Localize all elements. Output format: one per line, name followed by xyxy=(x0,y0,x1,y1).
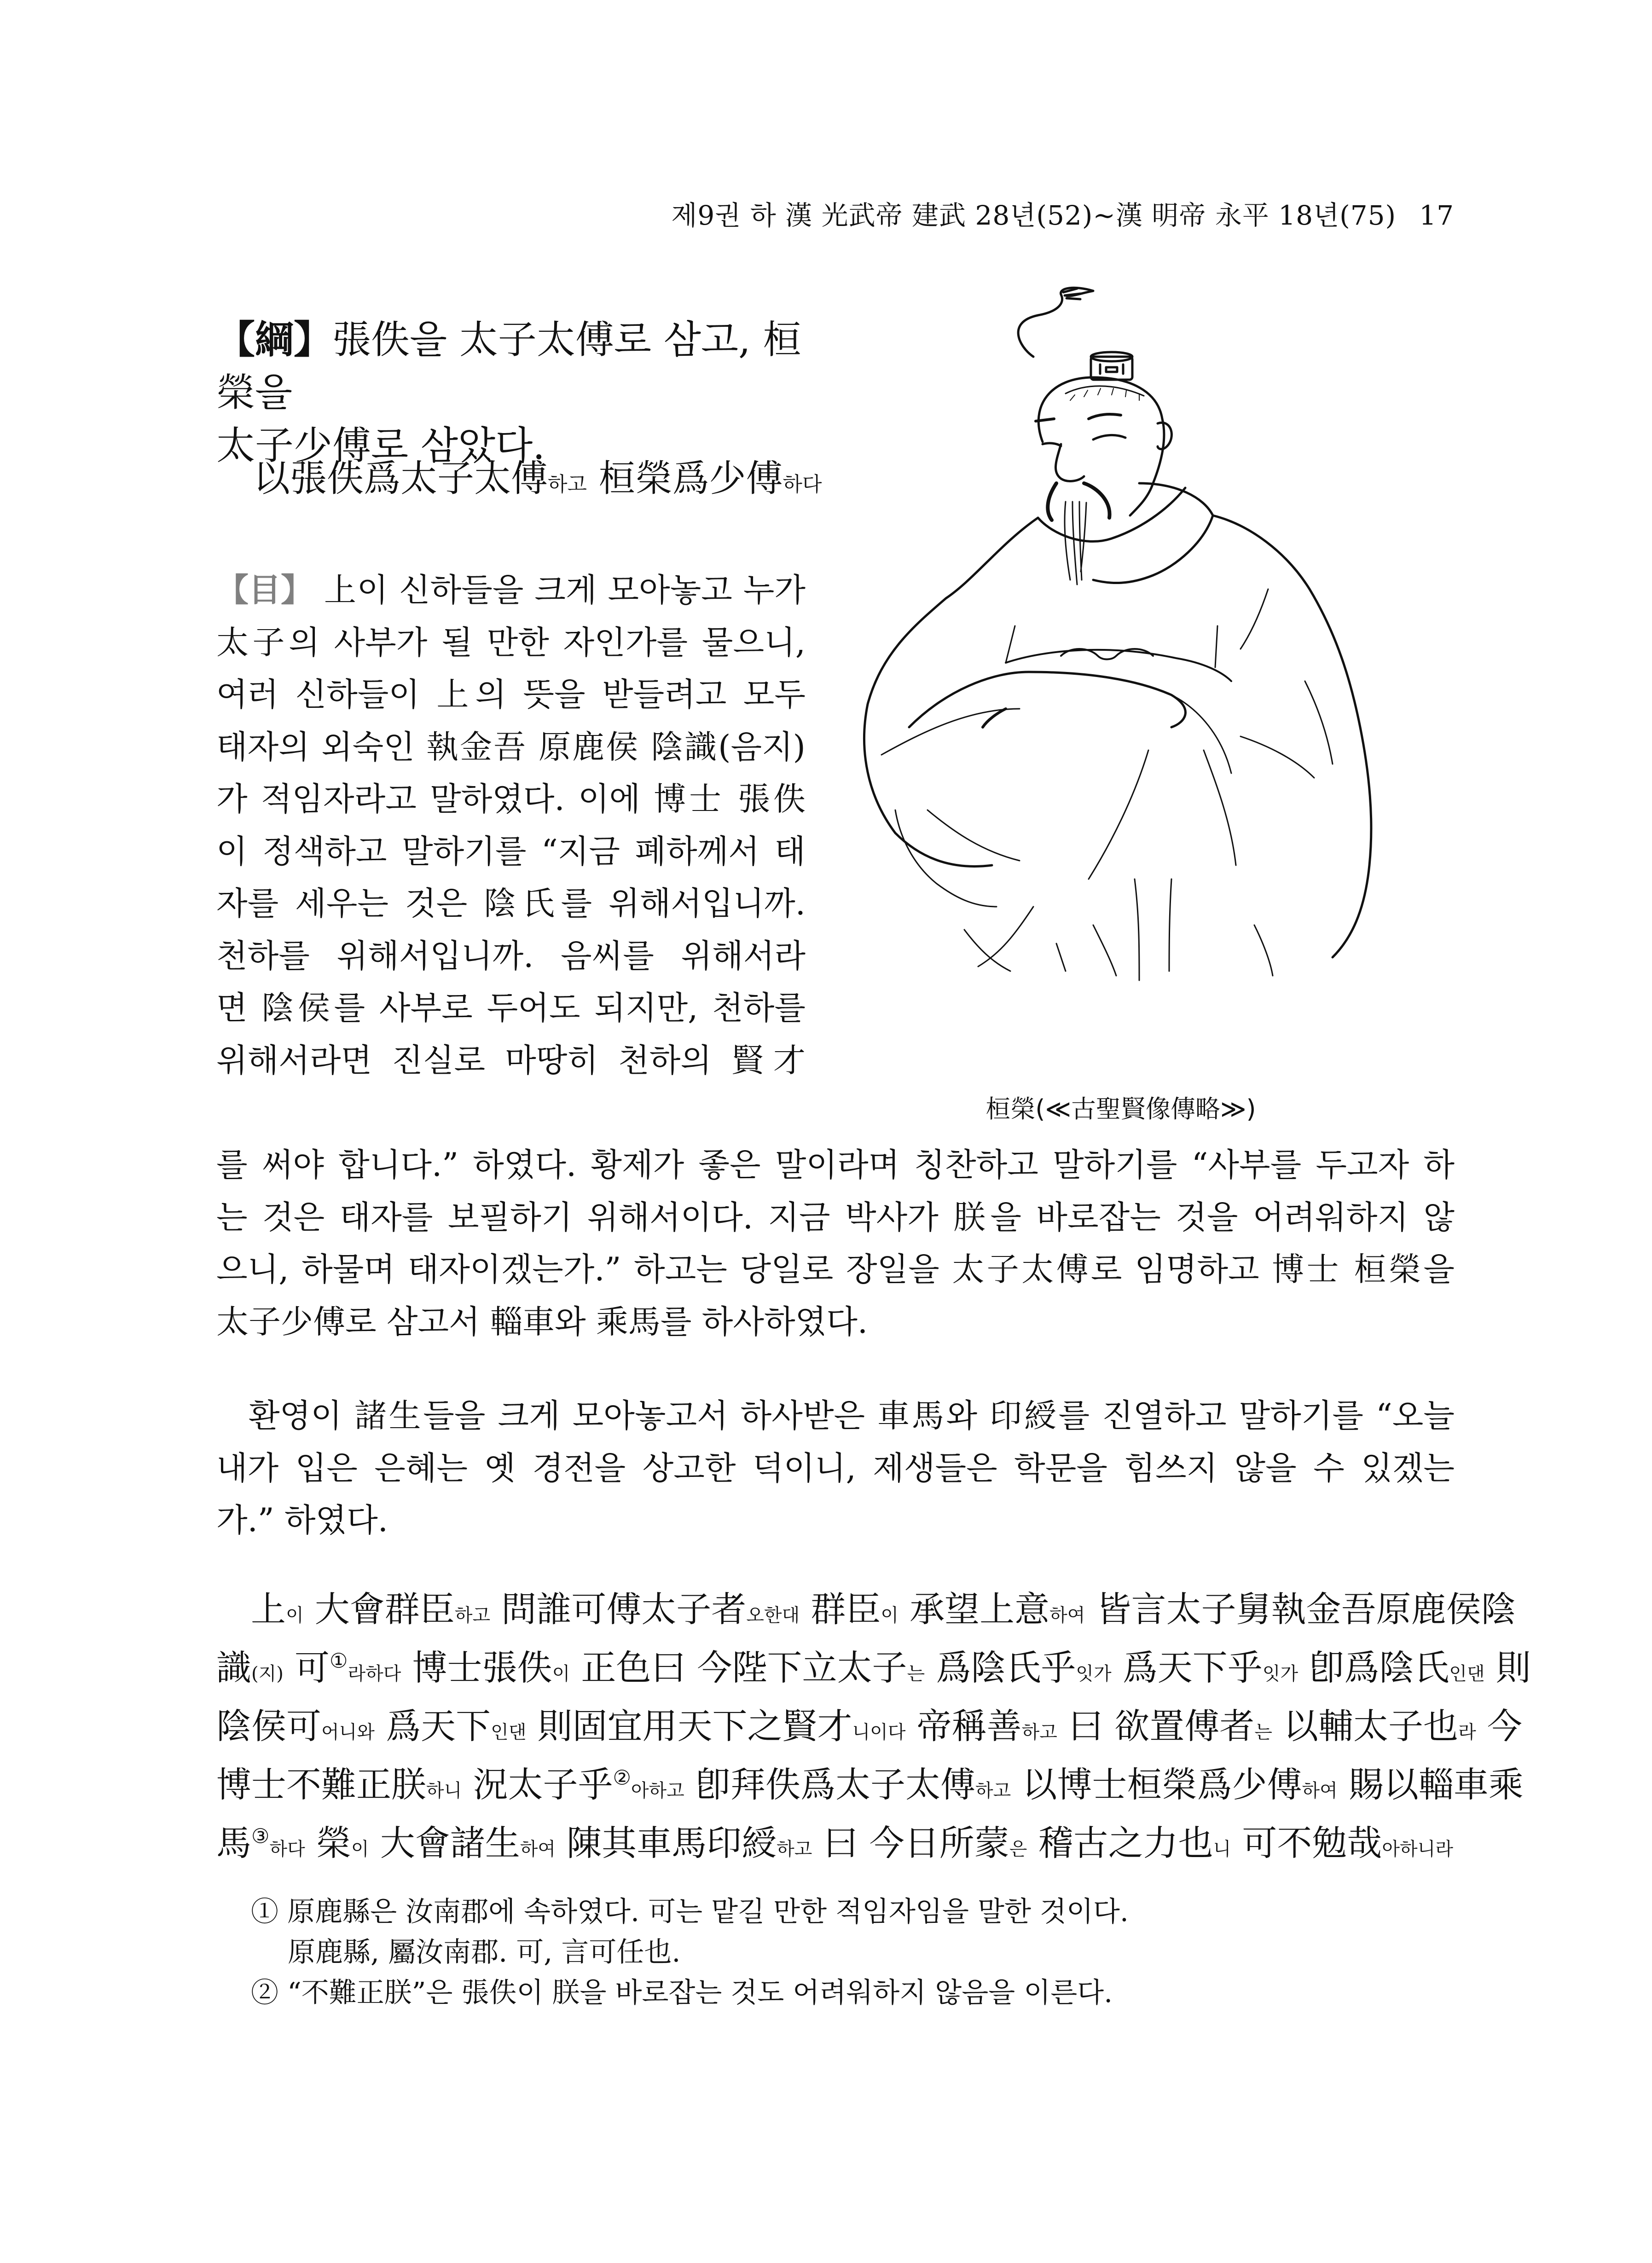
hanmun-particle: 하고 xyxy=(454,1605,491,1626)
footnote-1 xyxy=(251,1892,1448,1932)
portrait-illustration xyxy=(854,267,1388,1077)
hanmun-particle: 인댄 xyxy=(1449,1663,1485,1684)
footnotes xyxy=(251,1892,1448,2013)
hanmun-particle: 니이다 xyxy=(852,1722,906,1743)
hanmun-text: 識 xyxy=(216,1647,251,1688)
hanmun-particle: 하여 xyxy=(1302,1780,1338,1801)
hanmun-text: 大會諸生 xyxy=(369,1823,520,1864)
mok-line: 여러 신하들이 上의 뜻을 받들려고 모두 xyxy=(216,676,806,713)
mok-paragraph-wide xyxy=(216,1139,1455,1348)
footnote-text: 原鹿縣은 汝南郡에 속하였다. 可는 맡길 만한 적임자임을 말한 것이다. xyxy=(278,1896,1129,1928)
hanmun-particle: 잇가 xyxy=(1262,1663,1298,1684)
hanmun-text: 榮 xyxy=(305,1823,351,1864)
gang-marker: 【綱】 xyxy=(216,317,333,362)
page-number: 17 xyxy=(1419,200,1454,231)
hanmun-particle: 어니와 xyxy=(321,1722,375,1743)
hanmun-particle: 잇가 xyxy=(1076,1663,1112,1684)
hanmun-text: 馬 xyxy=(216,1823,251,1864)
beard xyxy=(1048,483,1109,520)
gang-translation-1: 張佚을 太子太傅로 삼고, 桓榮을 xyxy=(216,317,802,415)
hanmun-text: 卽爲陰氏 xyxy=(1298,1647,1449,1688)
hanmun-particle: 는 xyxy=(907,1663,925,1684)
mok-line: 천하를 위해서입니까. 음씨를 위해서라 xyxy=(216,937,806,975)
mok-line-text: 上이 신하들을 크게 모아놓고 누가 xyxy=(313,571,806,609)
hanmun-text: 可不勉哉 xyxy=(1231,1823,1382,1864)
hanmun-text: 爲天下 xyxy=(374,1706,491,1747)
mok-line xyxy=(216,564,806,617)
mok-paragraph-narrow xyxy=(216,564,806,1087)
hanmun-particle: 라하다 xyxy=(348,1663,401,1684)
paragraph-line: 내가 입은 은혜는 옛 경전을 상고한 덕이니, 제생들은 학문을 힘쓰지 않을 수 있겠는 xyxy=(216,1449,1455,1487)
gang-line-1 xyxy=(216,313,815,419)
hanmun-text: 問誰可傅太子者 xyxy=(490,1589,747,1630)
hanmun-text: 可 xyxy=(283,1647,330,1688)
footnote-ref: ② xyxy=(613,1766,631,1790)
hanmun-particle: 하다 xyxy=(269,1839,305,1860)
hanmun-text: 以輔太子也 xyxy=(1272,1706,1459,1747)
running-header xyxy=(216,197,1454,234)
hanmun-text: 以博士桓榮爲少傅 xyxy=(1011,1764,1302,1805)
footnote-1-source: 原鹿縣, 屬汝南郡. 可, 言可任也. xyxy=(288,1936,681,1968)
mok-line: 太子의 사부가 될 만한 자인가를 물으니, xyxy=(216,623,806,661)
mok-line: 태자의 외숙인 執金吾 原鹿侯 陰識(음지) xyxy=(216,728,806,766)
hanmun-text: 上 xyxy=(251,1589,286,1630)
hanmun-line xyxy=(216,1642,1531,1700)
hanmun-text: 曰 欲置傅者 xyxy=(1057,1706,1255,1747)
mok-line: 太子少傅로 삼고서 輜車와 乘馬를 하사하였다. xyxy=(216,1302,868,1341)
hanmun-line xyxy=(216,1583,1516,1642)
footnote-text: “不難正朕”은 張佚이 朕을 바로잡는 것도 어려워하지 않음을 이른다. xyxy=(278,1977,1113,2009)
mok-line: 를 써야 합니다.” 하였다. 황제가 좋은 말이라며 칭찬하고 말하기를 “사부를 두고자 하 xyxy=(216,1146,1455,1184)
mok-line: 면 陰侯를 사부로 두어도 되지만, 천하를 xyxy=(216,989,806,1027)
hanmun-particle: 라 xyxy=(1458,1722,1476,1743)
mok-line: 자를 세우는 것은 陰氏를 위해서입니까. xyxy=(216,885,806,922)
hat-ribbon xyxy=(1018,288,1093,357)
footnote-marker: ① xyxy=(251,1896,278,1928)
gang-line-2: 太子少傅로 삼았다. xyxy=(216,423,545,468)
hanmun-text: 爲天下乎 xyxy=(1111,1647,1263,1688)
figure-caption: 桓榮(≪古聖賢像傳略≫) xyxy=(985,1094,1256,1123)
hanmun-text: 賜以輜車乘 xyxy=(1337,1764,1524,1805)
footnote-marker: ② xyxy=(251,1977,278,2009)
gang-hanmun-text: 桓榮爲少傅 xyxy=(587,457,783,500)
hanmun-particle: 오한대 xyxy=(746,1605,800,1626)
hanmun-particle: 아하니라 xyxy=(1382,1839,1453,1860)
hanmun-block xyxy=(216,1583,1531,1875)
hanmun-particle: 아하고 xyxy=(631,1780,684,1801)
hanmun-particle: 하여 xyxy=(520,1839,556,1860)
hanmun-particle: 하고 xyxy=(1021,1722,1057,1743)
hanmun-text: 曰 今日所蒙 xyxy=(812,1823,1009,1864)
hanmun-particle: 이 xyxy=(351,1839,369,1860)
gang-hanmun-particle: 하고 xyxy=(548,473,587,496)
mok-line: 으니, 하물며 태자이겠는가.” 하고는 당일로 장일을 太子太傅로 임명하고 博士 桓榮을 xyxy=(216,1250,1455,1288)
footnote-2 xyxy=(251,1973,1448,2013)
mok-line: 가 적임자라고 말하였다. 이에 博士 張佚 xyxy=(216,780,806,818)
hanmun-line xyxy=(216,1759,1524,1817)
gang-hanmun-text: 以張佚爲太子太傅 xyxy=(253,457,548,500)
paragraph-line: 환영이 諸生들을 크게 모아놓고서 하사받은 車馬와 印綬를 진열하고 말하기를 “오늘 xyxy=(249,1397,1455,1435)
gang-hanmun xyxy=(253,453,829,510)
hanmun-text: 大會群臣 xyxy=(303,1589,455,1630)
mok-marker: 【目】 xyxy=(216,571,313,609)
hanmun-text: 則 xyxy=(1484,1647,1531,1688)
hanmun-text: 卽拜佚爲太子太傅 xyxy=(684,1764,975,1805)
hanmun-text: 陳其車馬印綬 xyxy=(556,1823,777,1864)
hanmun-particle: (지) xyxy=(251,1663,284,1684)
hanmun-particle: 이 xyxy=(881,1605,898,1626)
hanmun-text: 今 xyxy=(1476,1706,1522,1747)
mok-line: 이 정색하고 말하기를 “지금 폐하께서 태 xyxy=(216,832,806,870)
hanmun-text: 皆言太子舅執金吾原鹿侯陰 xyxy=(1085,1589,1516,1630)
hanmun-text: 爲陰氏乎 xyxy=(925,1647,1076,1688)
hanmun-text: 況太子乎 xyxy=(462,1764,613,1805)
mok-line: 위해서라면 진실로 마땅히 천하의 賢才 xyxy=(216,1041,806,1079)
paragraph-2 xyxy=(216,1390,1455,1547)
footnote-ref: ③ xyxy=(251,1824,270,1848)
hanmun-text: 群臣 xyxy=(800,1589,881,1630)
hanmun-text: 則固宜用天下之賢才 xyxy=(526,1706,852,1747)
hanmun-text: 正色曰 今陛下立太子 xyxy=(570,1647,907,1688)
robe-outline xyxy=(864,518,1038,866)
running-title: 제9권 하 漢 光武帝 建武 28년(52)~漢 明帝 永平 18년(75) xyxy=(671,200,1397,231)
hanmun-particle: 니 xyxy=(1213,1839,1231,1860)
hanmun-particle: 는 xyxy=(1254,1722,1272,1743)
mok-line: 는 것은 태자를 보필하기 위해서이다. 지금 박사가 朕을 바로잡는 것을 어려워하지 않 xyxy=(216,1198,1455,1236)
collar xyxy=(1038,483,1213,583)
hanmun-text: 承望上意 xyxy=(898,1589,1050,1630)
hanmun-particle: 인댄 xyxy=(491,1722,527,1743)
hanmun-particle: 하니 xyxy=(426,1780,462,1801)
hanmun-text: 陰侯可 xyxy=(216,1706,321,1747)
hanmun-particle: 하고 xyxy=(777,1839,812,1860)
portrait-figure xyxy=(854,267,1388,1077)
gang-hanmun-particle: 하다 xyxy=(783,473,822,496)
hanmun-text: 博士不難正朕 xyxy=(216,1764,426,1805)
hanmun-text: 帝稱善 xyxy=(905,1706,1022,1747)
hanmun-text: 稽古之力也 xyxy=(1027,1823,1213,1864)
hanmun-particle: 이 xyxy=(286,1605,304,1626)
hanmun-particle: 하여 xyxy=(1049,1605,1085,1626)
paragraph-line: 가.” 하였다. xyxy=(216,1501,388,1539)
hanmun-particle: 하고 xyxy=(975,1780,1011,1801)
hanmun-particle: 은 xyxy=(1009,1839,1027,1860)
hanmun-particle: 이 xyxy=(552,1663,570,1684)
hanmun-text: 博士張佚 xyxy=(401,1647,552,1688)
footnote-ref: ① xyxy=(330,1649,348,1673)
gang-section xyxy=(216,313,815,472)
hanmun-line xyxy=(216,1817,1455,1875)
hanmun-line xyxy=(216,1700,1522,1759)
